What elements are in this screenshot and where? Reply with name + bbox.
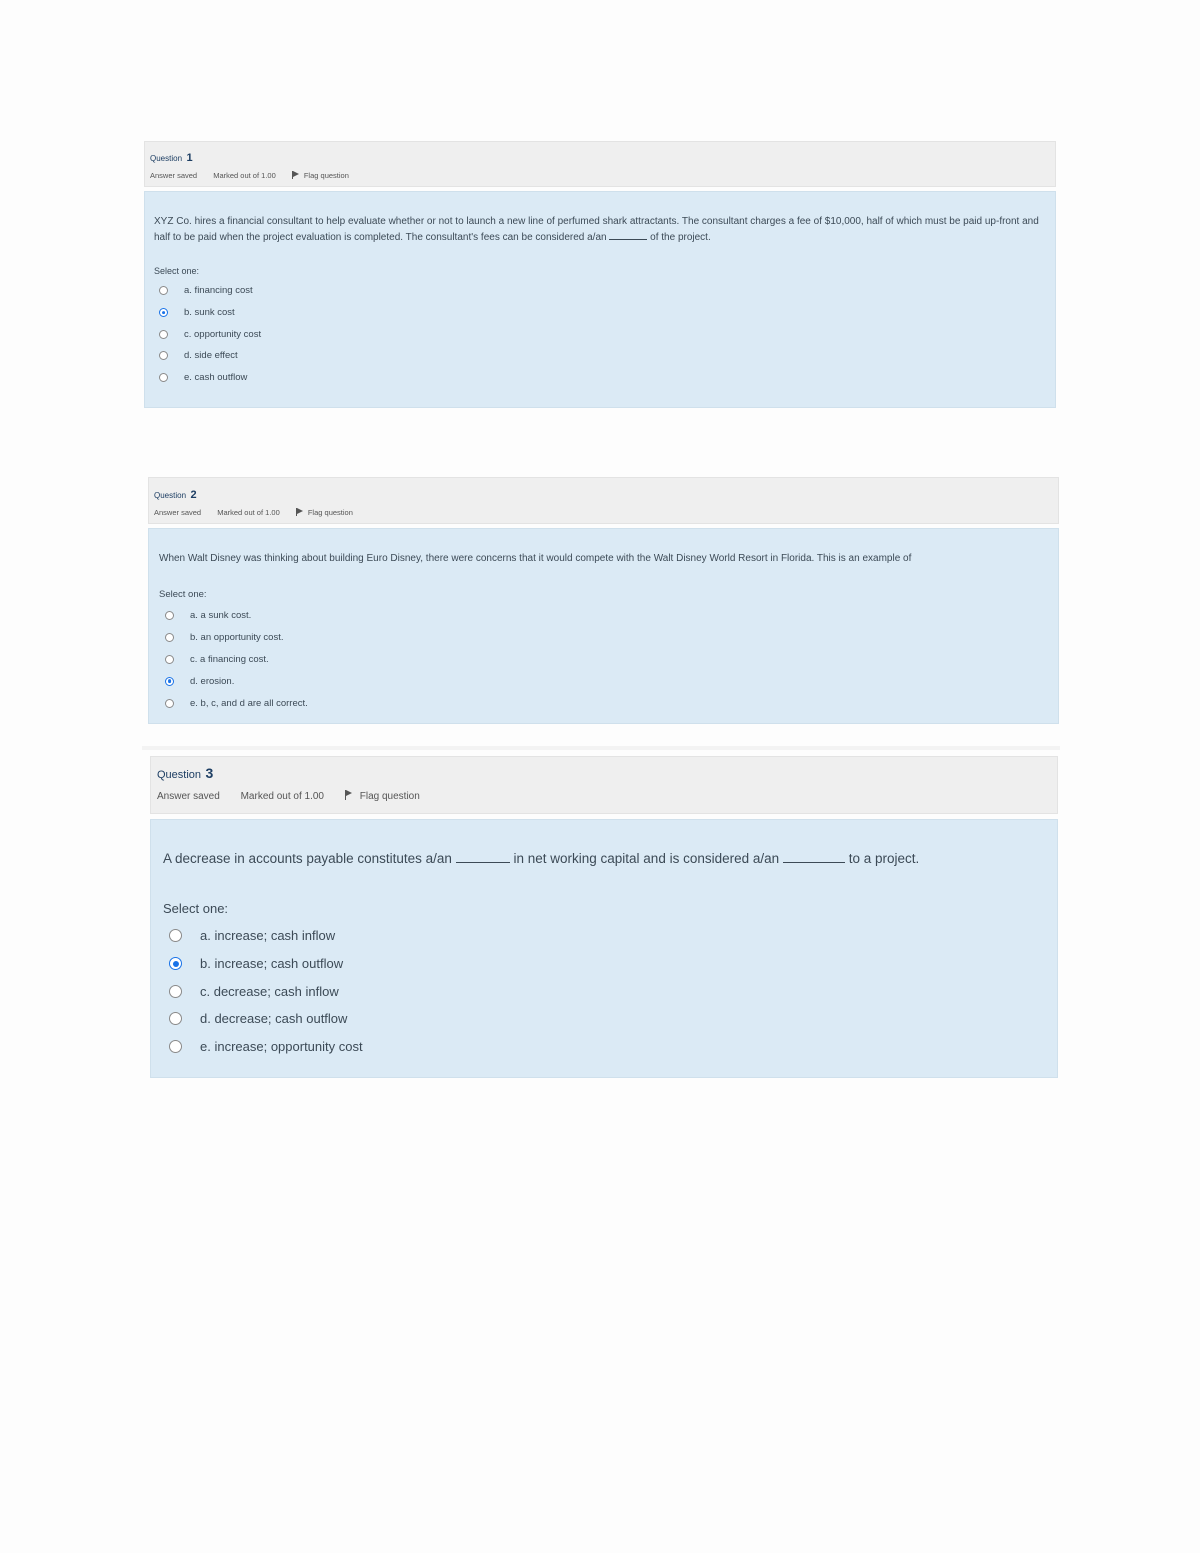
question-meta: [150, 171, 1055, 180]
radio-button[interactable]: [159, 373, 168, 382]
radio-button[interactable]: [169, 1012, 182, 1025]
answer-option-a[interactable]: [163, 922, 1047, 950]
question-meta: [154, 508, 1058, 517]
radio-button[interactable]: [165, 611, 174, 620]
answer-option-a[interactable]: [154, 280, 1045, 302]
radio-button[interactable]: [169, 929, 182, 942]
answer-status: Answer saved: [154, 508, 202, 517]
answer-options: [154, 280, 1045, 388]
option-label: d. side effect: [184, 350, 238, 362]
question-text-part1: A decrease in accounts payable constitutes a/an: [163, 851, 452, 866]
question-text-part3: to a project.: [848, 851, 920, 866]
question-number-value: 3: [205, 765, 214, 781]
question-text-part1: XYZ Co. hires a financial consultant to help evaluate whether or not to launch a new line of perfumed shark attractants. The consultant charges a fee of $10,000, half of which must be paid up-front and half to be paid when the project evaluation is completed. The consultant's fees can be considered a/an: [154, 216, 1039, 243]
question-label: Question: [157, 769, 202, 781]
radio-button[interactable]: [165, 633, 174, 642]
option-label: b. sunk cost: [184, 307, 235, 319]
question-content: [144, 191, 1056, 408]
answer-option-a[interactable]: [159, 604, 1048, 626]
question-label: Question: [150, 154, 183, 163]
flag-icon: [296, 508, 304, 516]
flag-icon: [292, 171, 300, 179]
question-number: [150, 148, 1055, 166]
option-label: d. decrease; cash outflow: [200, 1011, 348, 1027]
question-text: [163, 849, 1047, 869]
question-info: [144, 141, 1056, 187]
question-content: [150, 819, 1058, 1078]
marks-info: Marked out of 1.00: [217, 508, 280, 517]
select-one-label: Select one:: [163, 901, 229, 916]
radio-button[interactable]: [159, 330, 168, 339]
answer-option-b[interactable]: [163, 950, 1047, 978]
answer-status: Answer saved: [150, 171, 198, 180]
answer-blank: [456, 862, 510, 863]
option-label: b. an opportunity cost.: [190, 631, 284, 643]
radio-button[interactable]: [159, 351, 168, 360]
option-label: c. opportunity cost: [184, 328, 262, 340]
answer-blank: [609, 239, 647, 240]
question-text-part2: of the project.: [650, 232, 711, 243]
answer-option-d[interactable]: [159, 670, 1048, 692]
marks-info: Marked out of 1.00: [240, 791, 324, 802]
flag-question-label: Flag question: [359, 791, 420, 802]
option-label: b. increase; cash outflow: [200, 956, 344, 972]
option-label: a. increase; cash inflow: [200, 928, 336, 944]
radio-button[interactable]: [169, 1040, 182, 1053]
question-number-value: 1: [186, 152, 193, 164]
flag-icon: [345, 790, 355, 800]
select-one-label: Select one:: [159, 589, 207, 600]
option-label: e. b, c, and d are all correct.: [190, 697, 308, 709]
answer-option-e[interactable]: [159, 692, 1048, 714]
select-one-label: Select one:: [154, 266, 200, 276]
question-3: [150, 756, 1058, 1078]
section-divider: [142, 746, 1060, 750]
answer-option-b[interactable]: [154, 302, 1045, 324]
question-number: [154, 485, 1058, 503]
radio-button[interactable]: [165, 699, 174, 708]
flag-question-link[interactable]: [345, 790, 438, 802]
question-2: [148, 477, 1059, 724]
option-label: e. cash outflow: [184, 372, 248, 384]
flag-question-link[interactable]: [292, 171, 363, 180]
answer-option-b[interactable]: [159, 626, 1048, 648]
answer-option-c[interactable]: [159, 648, 1048, 670]
option-label: a. a sunk cost.: [190, 609, 252, 621]
answer-blank: [783, 862, 845, 863]
question-meta: [157, 790, 1057, 802]
question-content: [148, 528, 1059, 724]
radio-button-checked[interactable]: [159, 308, 168, 317]
question-1: [144, 141, 1056, 408]
radio-button[interactable]: [169, 985, 182, 998]
option-label: c. a financing cost.: [190, 653, 269, 665]
question-text: When Walt Disney was thinking about building Euro Disney, there were concerns that it would compete with the Walt Disney World Resort in Florida. This is an example of: [159, 553, 912, 564]
question-info: [148, 477, 1059, 524]
flag-question-link[interactable]: [296, 508, 367, 517]
answer-option-e[interactable]: [163, 1033, 1047, 1061]
question-number: [157, 765, 1057, 783]
radio-button-checked[interactable]: [169, 957, 182, 970]
answer-options: [159, 604, 1048, 714]
answer-option-e[interactable]: [154, 367, 1045, 389]
radio-button[interactable]: [165, 655, 174, 664]
answer-option-c[interactable]: [154, 323, 1045, 345]
option-label: c. decrease; cash inflow: [200, 983, 339, 999]
radio-button[interactable]: [159, 286, 168, 295]
answer-option-c[interactable]: [163, 977, 1047, 1005]
answer-options: [163, 922, 1047, 1060]
question-label: Question: [154, 491, 187, 500]
question-text-part2: in net working capital and is considered a/an: [513, 851, 780, 866]
flag-question-label: Flag question: [307, 508, 353, 517]
question-text: [154, 214, 1045, 246]
question-number-value: 2: [190, 489, 197, 501]
option-label: e. increase; opportunity cost: [200, 1039, 363, 1055]
option-label: d. erosion.: [190, 675, 235, 687]
question-info: [150, 756, 1058, 814]
answer-option-d[interactable]: [154, 345, 1045, 367]
marks-info: Marked out of 1.00: [213, 171, 276, 180]
radio-button-checked[interactable]: [165, 677, 174, 686]
option-label: a. financing cost: [184, 285, 253, 297]
answer-status: Answer saved: [157, 791, 220, 802]
flag-question-label: Flag question: [303, 171, 349, 180]
answer-option-d[interactable]: [163, 1005, 1047, 1033]
